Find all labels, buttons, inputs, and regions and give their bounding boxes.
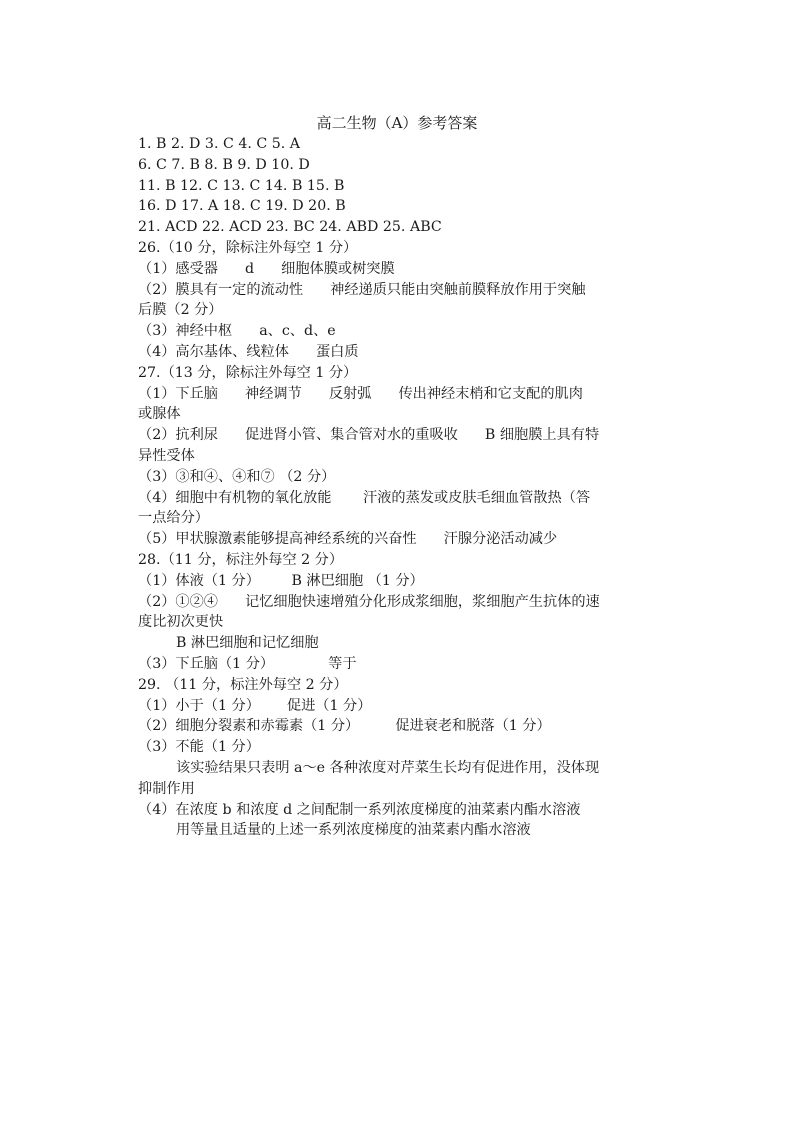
q27-part-1: （1）下丘脑 神经调节 反射弧 传出神经末梢和它支配的肌肉 — [138, 385, 583, 402]
q27-part-2-cont: 异性受体 — [138, 447, 195, 464]
q27-part-3: （3）③和④、④和⑦ （2 分） — [138, 468, 336, 485]
q29-part-1: （1）小于（1 分） 促进（1 分） — [138, 697, 372, 714]
q27-part-4-cont: 一点给分） — [138, 510, 209, 527]
q26-part-2: （2）膜具有一定的流动性 神经递质只能由突触前膜释放作用于突触 — [138, 281, 586, 298]
q28-part-2-extra: B 淋巴细胞和记忆细胞 — [176, 635, 319, 652]
q28-part-1: （1）体液（1 分） B 淋巴细胞 （1 分） — [138, 572, 424, 589]
question-29-header: 29. （11 分，标注外每空 2 分） — [138, 676, 348, 693]
answer-line-6-10: 6. C 7. B 8. B 9. D 10. D — [138, 156, 310, 173]
q27-part-1-cont: 或腺体 — [138, 406, 181, 423]
question-28-header: 28.（11 分，标注外每空 2 分） — [138, 551, 344, 568]
answer-line-1-5: 1. B 2. D 3. C 4. C 5. A — [138, 136, 301, 152]
answer-line-11-15: 11. B 12. C 13. C 14. B 15. B — [138, 177, 345, 194]
question-26-header: 26.（10 分，除标注外每空 1 分） — [138, 239, 358, 256]
question-27-header: 27.（13 分，除标注外每空 1 分） — [138, 364, 358, 381]
q29-part-2: （2）细胞分裂素和赤霉素（1 分） 促进衰老和脱落（1 分） — [138, 718, 551, 735]
q29-part-3: （3）不能（1 分） — [138, 739, 260, 756]
q29-part-3-explanation: 该实验结果只表明 a～e 各种浓度对芹菜生长均有促进作用，没体现 — [176, 759, 600, 776]
q26-part-3: （3）神经中枢 a、c、d、e — [138, 323, 336, 340]
q29-part-3-explanation-cont: 抑制作用 — [138, 780, 195, 797]
answer-line-16-20: 16. D 17. A 18. C 19. D 20. B — [138, 198, 346, 215]
q26-part-1: （1）感受器 d 细胞体膜或树突膜 — [138, 260, 395, 277]
q27-part-2: （2）抗利尿 促进肾小管、集合管对水的重吸收 B 细胞膜上具有特 — [138, 427, 600, 444]
q29-part-4: （4）在浓度 b 和浓度 d 之间配制一系列浓度梯度的油菜素内酯水溶液 — [138, 801, 581, 818]
q28-part-2-cont: 度比初次更快 — [138, 614, 224, 631]
q29-part-4-cont: 用等量且适量的上述一系列浓度梯度的油菜素内酯水溶液 — [176, 822, 531, 839]
q28-part-3: （3）下丘脑（1 分） 等于 — [138, 655, 357, 672]
q28-part-2: （2）①②④ 记忆细胞快速增殖分化形成浆细胞，浆细胞产生抗体的速 — [138, 593, 600, 610]
page-title: 高二生物（A）参考答案 — [316, 114, 478, 132]
q27-part-5: （5）甲状腺激素能够提高神经系统的兴奋性 汗腺分泌活动减少 — [138, 531, 558, 548]
q27-part-4: （4）细胞中有机物的氧化放能 汗液的蒸发或皮肤毛细血管散热（答 — [138, 489, 591, 506]
q26-part-2-cont: 后膜（2 分） — [138, 302, 223, 319]
answer-line-21-25: 21. ACD 22. ACD 23. BC 24. ABD 25. ABC — [138, 219, 442, 236]
q26-part-4: （4）高尔基体、线粒体 蛋白质 — [138, 343, 359, 360]
answer-content — [138, 134, 668, 841]
